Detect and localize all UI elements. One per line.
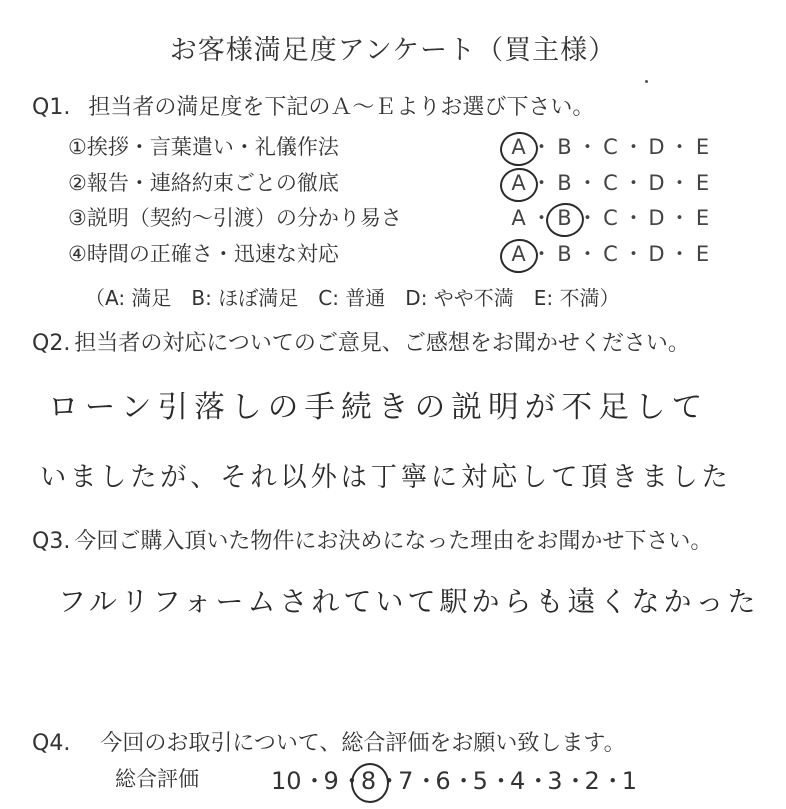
- q1-item-3-label: ③説明（契約～引渡）の分かり易さ: [68, 206, 402, 230]
- paper-speck: [645, 80, 648, 83]
- score-option-3[interactable]: 3: [547, 767, 563, 795]
- score-option-5[interactable]: 5: [472, 767, 488, 795]
- option-separator: ・: [577, 206, 599, 230]
- score-option-9[interactable]: 9: [323, 767, 339, 795]
- rating-option-b[interactable]: B: [557, 135, 573, 159]
- q1-item-2-rating[interactable]: [508, 167, 714, 197]
- q1-item-3-rating[interactable]: [508, 202, 714, 232]
- q1-text: 担当者の満足度を下記のＡ～Ｅよりお選び下さい。: [88, 95, 595, 120]
- q1-item-4-rating[interactable]: [508, 238, 714, 268]
- q2-answer-line-1: ローン引落しの手続きの説明が不足して: [48, 390, 709, 425]
- rating-option-a[interactable]: A: [511, 206, 527, 230]
- score-separator: ・: [377, 767, 402, 795]
- q2-number: Q2.: [32, 331, 71, 356]
- score-separator: ・: [302, 767, 327, 795]
- rating-option-b[interactable]: B: [557, 242, 573, 266]
- q1-question: [32, 90, 594, 121]
- q1-item-2-label: ②報告・連絡約束ごとの徹底: [68, 171, 339, 195]
- score-option-7[interactable]: 7: [398, 767, 414, 795]
- rating-option-d[interactable]: D: [648, 206, 666, 230]
- option-separator: ・: [577, 135, 599, 159]
- score-option-10[interactable]: 10: [271, 767, 302, 795]
- rating-option-c[interactable]: C: [603, 242, 619, 266]
- score-option-1[interactable]: 1: [621, 767, 638, 795]
- q2-text: 担当者の対応についてのご意見、ご感想をお聞かせください。: [74, 331, 690, 356]
- rating-option-a[interactable]: A: [508, 171, 530, 195]
- option-separator: ・: [531, 206, 553, 230]
- q3-answer: フルリフォームされていて駅からも遠くなかった: [58, 585, 760, 618]
- rating-option-d[interactable]: D: [648, 135, 666, 159]
- option-separator: ・: [531, 135, 553, 159]
- q1-legend: （A: 満足 B: ほぼ満足 C: 普通 D: やや不満 E: 不満）: [85, 286, 620, 310]
- score-separator: ・: [339, 767, 364, 795]
- rating-option-e[interactable]: E: [695, 171, 711, 195]
- rating-option-b[interactable]: B: [554, 206, 576, 230]
- page-title: お客様満足度アンケート（買主様）: [169, 35, 617, 66]
- rating-option-d[interactable]: D: [648, 171, 666, 195]
- score-option-8[interactable]: 8: [360, 767, 377, 795]
- q4-number: Q4.: [32, 731, 71, 756]
- q3-question: [32, 524, 712, 555]
- rating-option-c[interactable]: C: [603, 171, 619, 195]
- q2-question: [32, 326, 690, 357]
- score-separator: ・: [451, 767, 476, 795]
- q1-number: Q1.: [32, 95, 71, 120]
- score-separator: ・: [600, 767, 625, 795]
- rating-option-c[interactable]: C: [603, 135, 619, 159]
- rating-option-a[interactable]: A: [508, 135, 530, 159]
- option-separator: ・: [577, 171, 599, 195]
- option-separator: ・: [669, 242, 691, 266]
- option-separator: ・: [531, 242, 553, 266]
- rating-option-b[interactable]: B: [557, 171, 573, 195]
- overall-score-label: 総合評価: [115, 767, 199, 791]
- q4-text: 今回のお取引について、総合評価をお願い致します。: [100, 731, 626, 756]
- score-separator: ・: [488, 767, 513, 795]
- option-separator: ・: [669, 206, 691, 230]
- option-separator: ・: [623, 206, 645, 230]
- option-separator: ・: [623, 242, 645, 266]
- q3-text: 今回ご購入頂いた物件にお決めになった理由をお聞かせ下さい。: [74, 529, 713, 554]
- score-separator: ・: [563, 767, 588, 795]
- q4-question: [32, 726, 626, 757]
- option-separator: ・: [623, 135, 645, 159]
- rating-option-e[interactable]: E: [695, 242, 711, 266]
- option-separator: ・: [669, 171, 691, 195]
- option-separator: ・: [577, 242, 599, 266]
- rating-option-c[interactable]: C: [603, 206, 619, 230]
- q3-number: Q3.: [32, 529, 71, 554]
- score-separator: ・: [526, 767, 551, 795]
- score-option-6[interactable]: 6: [435, 767, 451, 795]
- q1-item-4-label: ④時間の正確さ・迅速な対応: [68, 242, 339, 266]
- score-option-2[interactable]: 2: [584, 767, 600, 795]
- option-separator: ・: [669, 135, 691, 159]
- rating-option-d[interactable]: D: [648, 242, 666, 266]
- score-separator: ・: [414, 767, 439, 795]
- option-separator: ・: [531, 171, 553, 195]
- rating-option-a[interactable]: A: [508, 242, 530, 266]
- q1-item-1-rating[interactable]: [508, 131, 714, 161]
- q2-answer-line-2: いましたが、それ以外は丁寧に対応して頂きました: [40, 462, 732, 493]
- rating-option-e[interactable]: E: [695, 135, 711, 159]
- option-separator: ・: [623, 171, 645, 195]
- rating-option-e[interactable]: E: [695, 206, 711, 230]
- score-option-4[interactable]: 4: [509, 767, 526, 795]
- q1-item-1-label: ①挨拶・言葉遣い・礼儀作法: [68, 135, 339, 159]
- overall-score-options[interactable]: [270, 761, 638, 796]
